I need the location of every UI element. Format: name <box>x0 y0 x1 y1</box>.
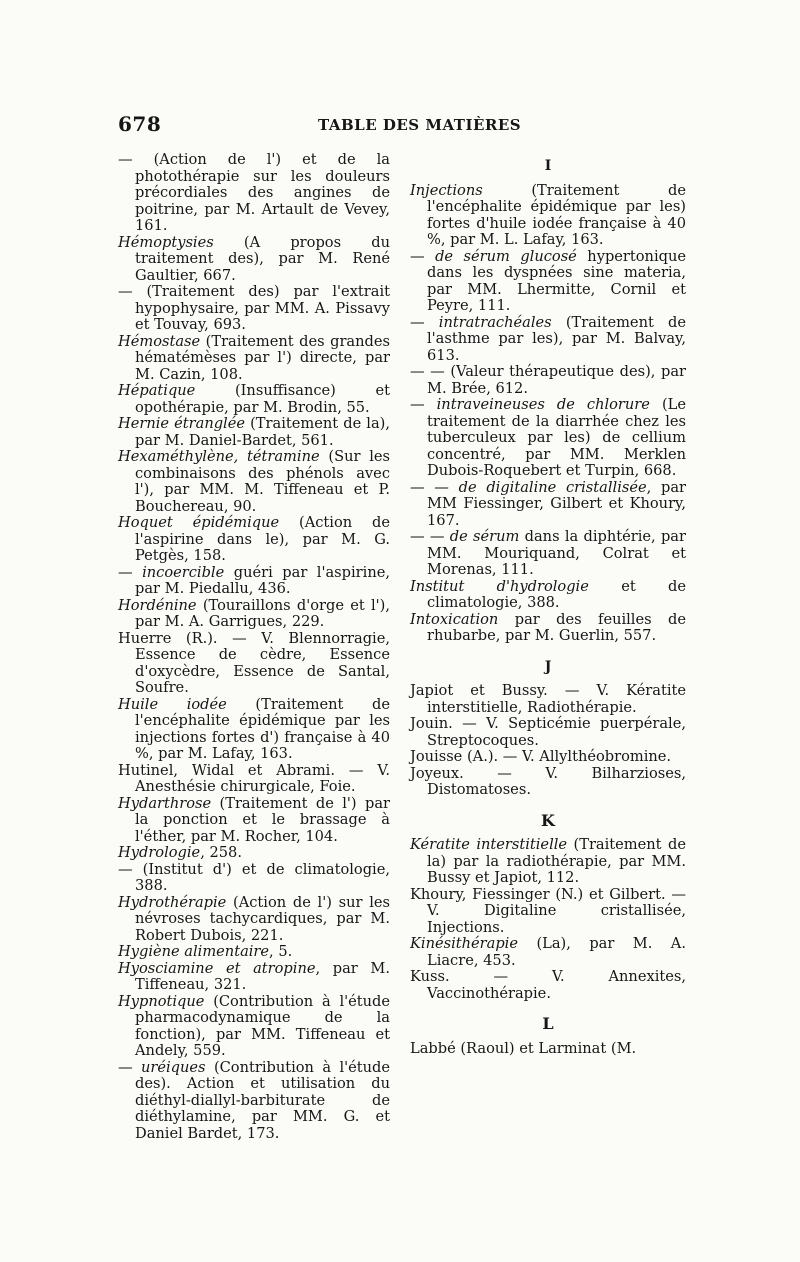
entry-text: (Traitement de l'encéphalite épidémique par les) fortes d'huile iodée française à 40 %, par M. L. Lafay, 163. <box>427 181 686 248</box>
index-entry <box>118 862 390 895</box>
index-entry <box>410 683 686 716</box>
entry-text: — — (Valeur thérapeutique des), par M. Brée, 612. <box>410 363 686 397</box>
left-column <box>118 152 390 1142</box>
entry-text: (Contribution à l'étude pharmacodynamique de la fonction), par MM. Tiffeneau et Andely, 559. <box>135 992 390 1059</box>
entry-term: Institut d'hydrologie <box>410 577 589 595</box>
entry-text: , 258. <box>200 844 242 861</box>
index-entry <box>118 565 390 598</box>
running-title: TABLE DES MATIÈRES <box>318 116 522 134</box>
entry-term: — de sérum glucosé <box>410 247 577 265</box>
entry-term: Hydrologie <box>118 844 201 861</box>
entry-text: Jouin. — V. Septicémie puerpérale, Streptocoques. <box>410 715 686 749</box>
entry-text: (Traitement des grandes hématémèses par l') directe, par M. Cazin, 108. <box>135 332 390 383</box>
index-entry <box>118 1060 390 1143</box>
entry-text: — (Action de l') et de la photothérapie sur les douleurs précordiales des angines de poitrine, par M. Artault de Vevey, 161. <box>118 151 390 234</box>
entry-term: — uréiques <box>118 1058 206 1076</box>
entry-term: Hémoptysies <box>118 233 214 251</box>
page-number: 678 <box>118 112 162 136</box>
index-entry <box>410 1041 686 1058</box>
entry-term: Kinésithérapie <box>410 935 518 952</box>
entry-term: Huile iodée <box>118 695 227 713</box>
entry-text: (Insuffisance) et opothérapie, par M. Brodin, 55. <box>135 382 390 416</box>
entry-term: Kératite interstitielle <box>410 836 568 853</box>
index-entry <box>118 284 390 334</box>
entry-term: — intratrachéales <box>410 313 552 331</box>
index-entry <box>118 598 390 631</box>
entry-text: Hutinel, Widal et Abrami. — V. Anesthésie chirurgicale, Foie. <box>118 761 390 795</box>
entry-term: Hordénine <box>118 596 197 614</box>
index-entry <box>118 895 390 945</box>
entry-term: Hépatique <box>118 382 196 399</box>
index-entry <box>118 334 390 384</box>
entry-term: Hypnotique <box>118 992 205 1010</box>
index-entry <box>410 936 686 969</box>
section-letter-i: I <box>544 158 552 174</box>
index-entry <box>410 529 686 579</box>
index-entry <box>410 315 686 365</box>
entry-term: Hydrothérapie <box>118 893 227 911</box>
entry-text: , par M. Tiffeneau, 321. <box>135 959 390 993</box>
entry-term: Hexaméthylène, tétramine <box>118 448 320 465</box>
section-letter-j: J <box>544 658 552 675</box>
entry-text: Khoury, Fiessinger (N.) et Gilbert. — V. Digitaline cristallisée, Injections. <box>410 885 686 936</box>
index-entry <box>118 961 390 994</box>
entry-term: Hydarthrose <box>118 794 212 812</box>
index-entry <box>118 845 390 862</box>
entry-text: — (Institut d') et de climatologie, 388. <box>118 860 390 894</box>
section-letter-k: K <box>541 810 555 830</box>
index-entry <box>118 763 390 796</box>
entry-text: Japiot et Bussy. — V. Kératite interstitielle, Radiothérapie. <box>410 682 686 716</box>
entry-text: Jouisse (A.). — V. Allylthéobromine. <box>410 748 672 765</box>
entry-text: (La), par M. A. Liacre, 453. <box>427 935 686 969</box>
entry-text: (Traitement de l'encéphalite épidémique par les injections fortes d') française à 40 %, par M. Lafay, 163. <box>135 695 390 762</box>
entry-text: Joyeux. — V. Bilharzioses, Distomatoses. <box>410 764 686 798</box>
entry-term: Hernie étranglée <box>118 415 246 432</box>
index-entry <box>410 397 686 480</box>
index-entry <box>118 235 390 285</box>
entry-term: — — de sérum <box>410 528 520 545</box>
entry-term: — — de digitaline cristallisée <box>410 478 647 496</box>
entry-term: Hyosciamine et atropine <box>118 959 316 977</box>
entry-term: Intoxication <box>410 610 499 628</box>
entry-text: guéri par l'aspirine, par M. Piedallu, 436. <box>135 563 391 597</box>
entry-text: (Traitement de la), par M. Daniel-Bardet, 561. <box>135 415 391 449</box>
entry-text: (Action de l'aspirine dans le), par M. G. Petgès, 158. <box>135 514 390 564</box>
entry-text: et de climatologie, 388. <box>427 577 687 611</box>
entry-term: — intraveineuses de chlorure <box>410 396 650 413</box>
entry-text: , 5. <box>269 943 293 960</box>
index-entry <box>118 449 390 515</box>
entry-text: (Action de l') sur les névroses tachycardiques, par M. Robert Dubois, 221. <box>135 893 390 944</box>
index-entry <box>410 364 686 397</box>
entry-text: (Le traitement de la diarrhée chez les tuberculeux par les) de cellium concentré, par MM. Merklen Dubois-Roquebert et Turpin, 668. <box>427 396 686 479</box>
index-entry <box>410 480 686 530</box>
index-entry <box>118 796 390 846</box>
entry-text: Labbé (Raoul) et Larminat (M. <box>410 1039 637 1057</box>
index-entry <box>410 749 686 766</box>
index-entry <box>410 766 686 799</box>
entry-text: (Sur les combinaisons des phénols avec l'), par MM. M. Tiffeneau et P. Bouchereau, 90. <box>135 448 390 515</box>
entry-text: Kuss. — V. Annexites, Vaccinothérapie. <box>410 968 686 1002</box>
section-letter-l: L <box>542 1014 554 1033</box>
index-entry <box>118 994 390 1060</box>
index-entry <box>410 183 686 249</box>
entry-text: (A propos du traitement des), par M. René Gaultier, 667. <box>135 233 390 284</box>
entry-text: Huerre (R.). — V. Blennorragie, Essence de cèdre, Essence d'oxycèdre, Essence de Santal, Soufre. <box>118 629 390 696</box>
entry-text: (Traitement de la) par la radiothérapie, par MM. Bussy et Japiot, 112. <box>427 836 686 886</box>
index-entry <box>118 515 390 565</box>
entry-text: hypertonique dans les dyspnées sine materia, par MM. Lhermitte, Cornil et Peyre, 111. <box>427 247 686 314</box>
entry-text: par des feuilles de rhubarbe, par M. Guerlin, 557. <box>427 610 686 644</box>
entry-text: — (Traitement des) par l'extrait hypophysaire, par MM. A. Pissavy et Touvay, 693. <box>118 283 390 333</box>
index-entry <box>118 383 390 416</box>
entry-text: (Contribution à l'étude des). Action et utilisation du diéthyl-diallyl-barbiturate de diéthylamine, par MM. G. et Daniel Bardet, 173. <box>135 1058 391 1142</box>
right-column <box>410 152 686 1057</box>
entry-text: (Traitement de l') par la ponction et le brassage à l'éther, par M. Rocher, 104. <box>135 794 390 845</box>
index-entry <box>118 631 390 697</box>
entry-text: (Traitement de l'asthme par les), par M. Balvay, 613. <box>427 313 686 364</box>
entry-term: Hoquet épidémique <box>118 514 280 531</box>
index-entry <box>410 887 686 937</box>
entry-term: Injections <box>410 181 483 199</box>
entry-text: dans la diphtérie, par MM. Mouriquand, Colrat et Morenas, 111. <box>427 528 686 578</box>
entry-text: , par MM Fiessinger, Gilbert et Khoury, 167. <box>427 478 686 529</box>
index-entry <box>118 697 390 763</box>
entry-term: Hémostase <box>118 332 201 350</box>
page-header <box>118 112 686 142</box>
index-entry <box>410 249 686 315</box>
entry-text: (Touraillons d'orge et l'), par M. A. Garrigues, 229. <box>135 596 390 630</box>
index-entry <box>118 944 390 961</box>
index-entry <box>410 579 686 612</box>
index-entry <box>410 716 686 749</box>
entry-term: Hygiène alimentaire <box>118 943 270 960</box>
index-entry <box>118 152 390 235</box>
entry-term: — incoercible <box>118 563 225 581</box>
index-entry <box>410 612 686 645</box>
index-entry <box>410 969 686 1002</box>
index-entry <box>410 837 686 887</box>
index-entry <box>118 416 390 449</box>
